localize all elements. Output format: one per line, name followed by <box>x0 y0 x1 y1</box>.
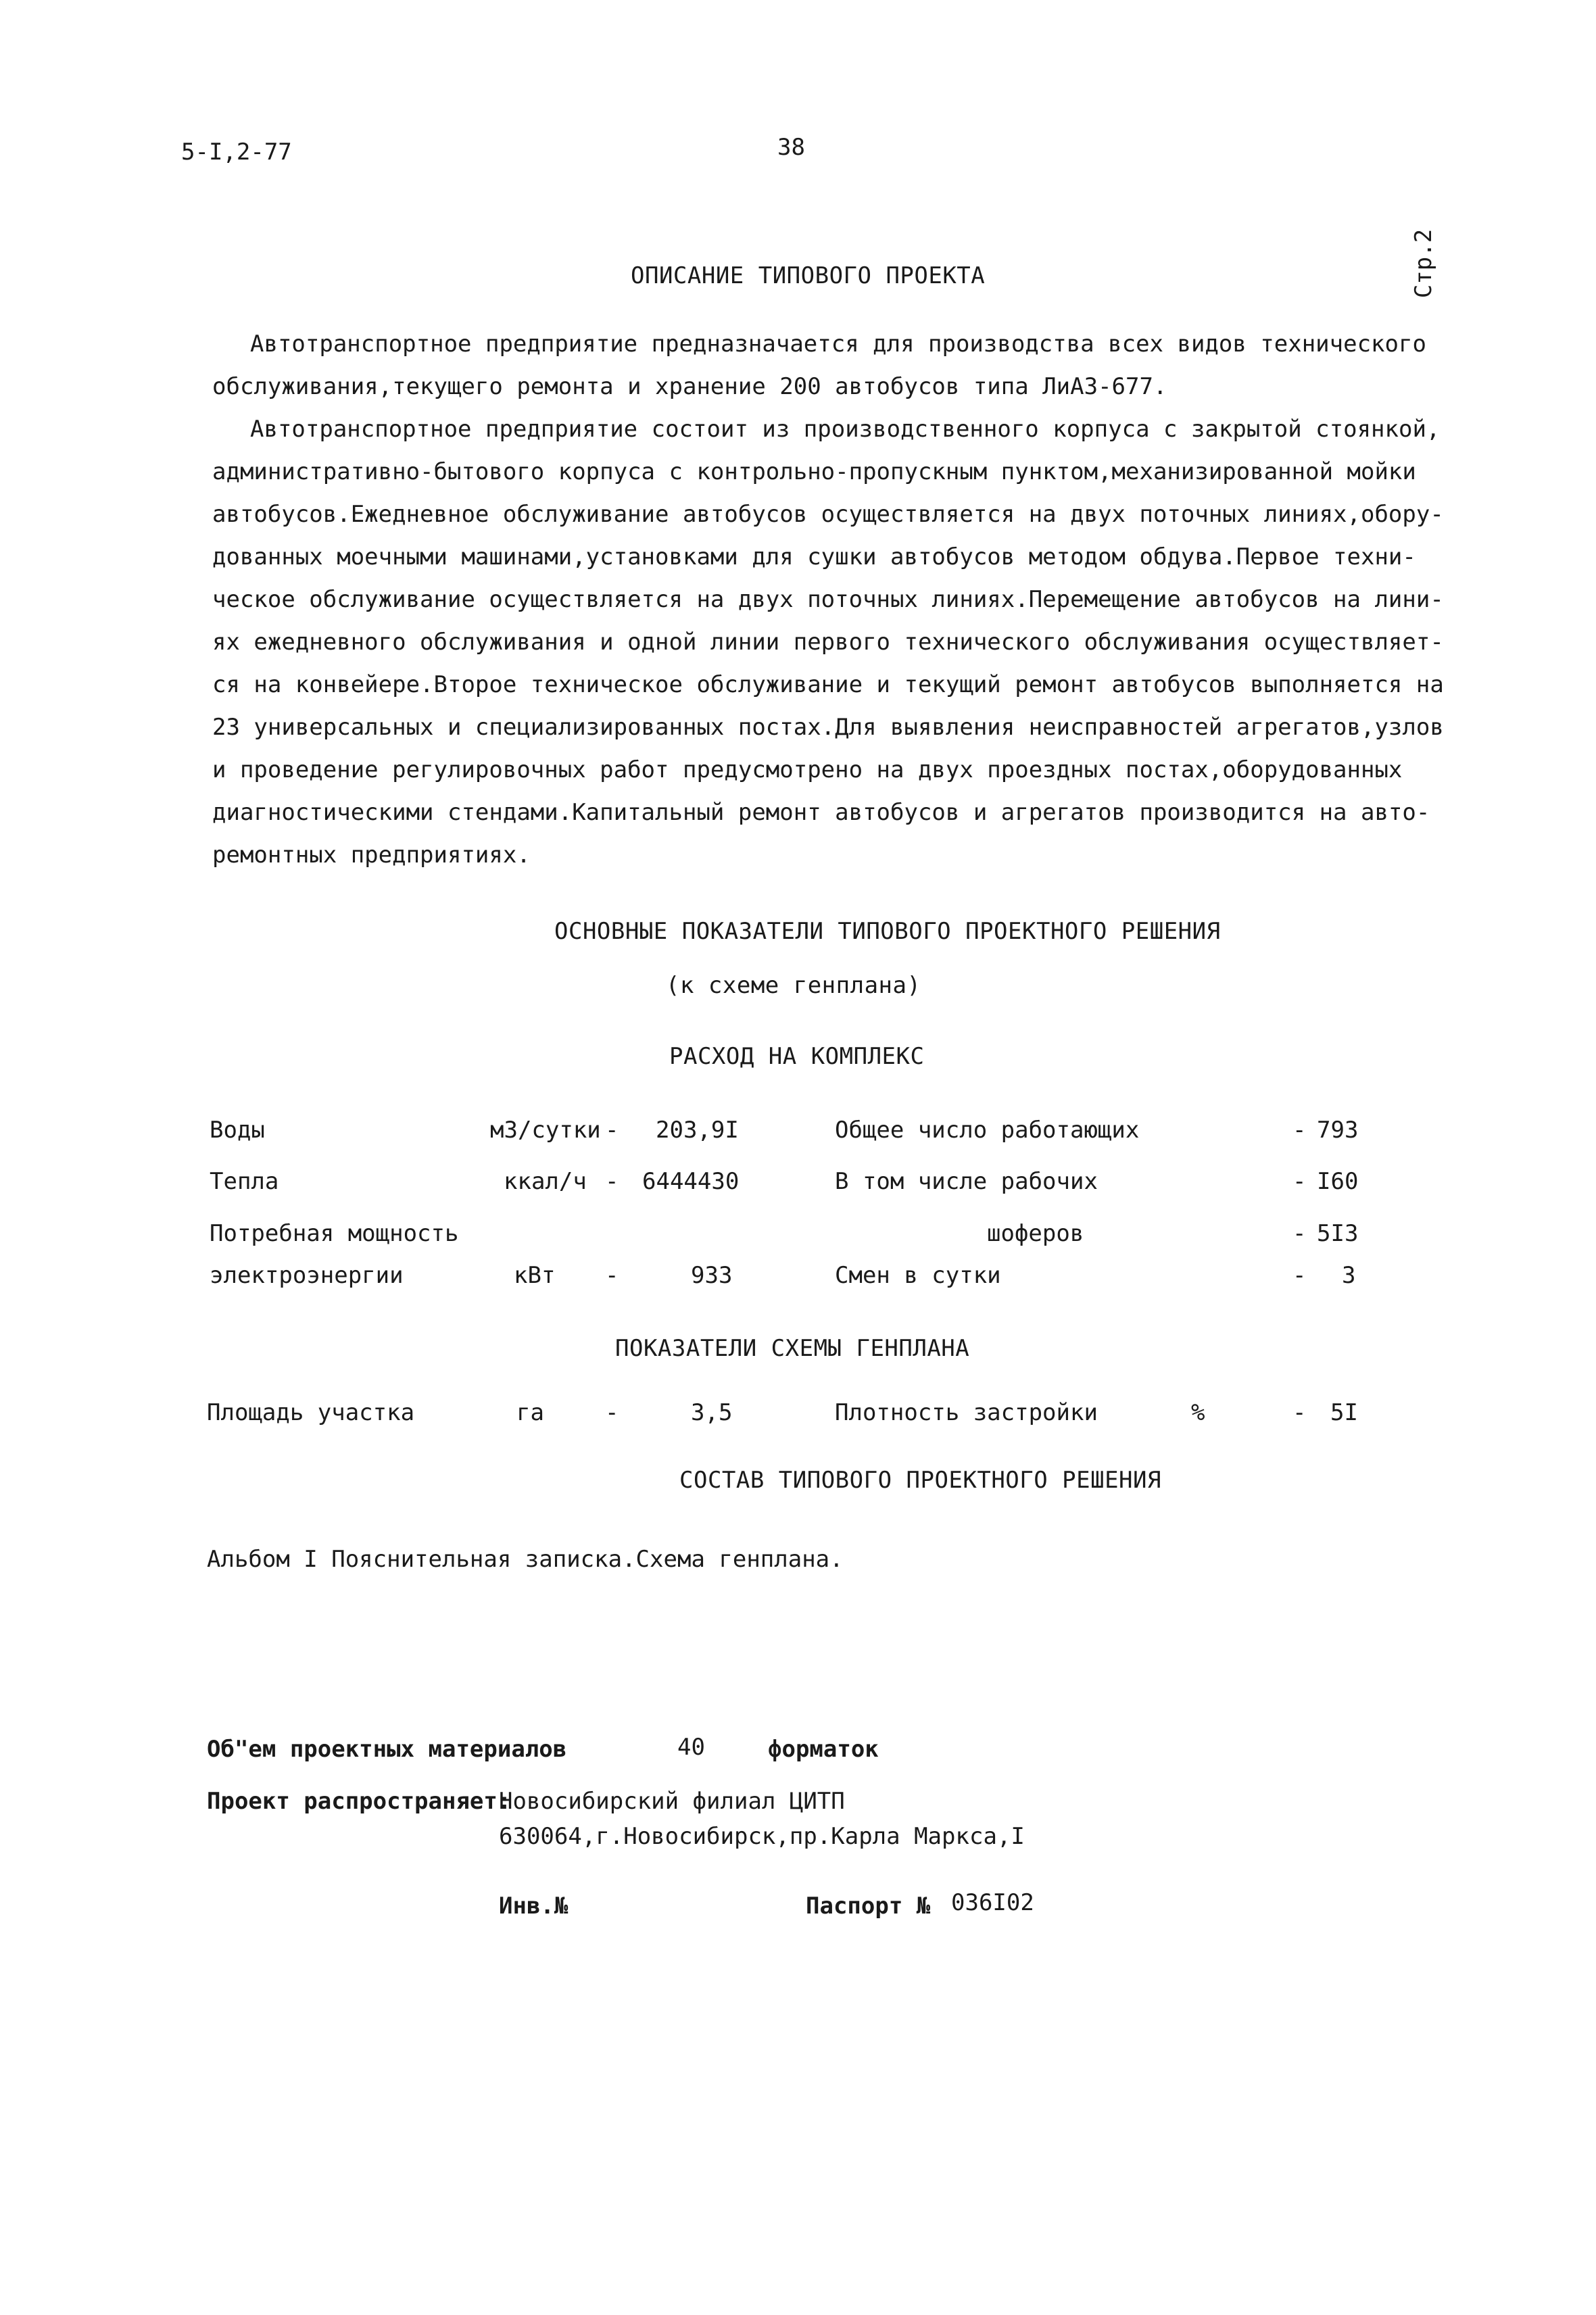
paragraph-line: ческое обслуживание осуществляется на двух поточных линиях.Перемещение автобусов на лини- <box>212 586 1444 613</box>
distributor-label: Проект распространяет: <box>207 1788 512 1815</box>
side-page-label: Стр.2 <box>1410 228 1438 299</box>
indicators-subheading: (к схеме генплана) <box>666 972 921 999</box>
indicator-right-label: шоферов <box>987 1220 1084 1247</box>
consumption-heading: РАСХОД НА КОМПЛЕКС <box>669 1043 925 1070</box>
volume-unit: форматок <box>768 1736 879 1763</box>
paragraph-line: ся на конвейере.Второе техническое обслуживание и текущий ремонт автобусов выполняется на <box>212 671 1444 698</box>
genplan-unit: га <box>516 1399 544 1426</box>
paragraph-composition <box>212 408 1444 877</box>
paragraph-line: дованных моечными машинами,установками для сушки автобусов методом обдува.Первое техни- <box>212 543 1416 570</box>
genplan-right-value: 5I <box>1330 1399 1358 1426</box>
distributor-name: Новосибирский филиал ЦИТП <box>499 1788 845 1815</box>
paragraph-line: Автотранспортное предприятие состоит из производственного корпуса с закрытой стоянкой, <box>250 416 1441 443</box>
paragraph-line: Автотранспортное предприятие предназначается для производства всех видов технического <box>250 331 1426 358</box>
indicator-right-dash: - <box>1292 1168 1307 1195</box>
indicator-right-value: 3 <box>1342 1262 1356 1289</box>
album-line: Альбом I Пояснительная записка.Схема генплана. <box>207 1546 844 1573</box>
indicator-right-label: Общее число работающих <box>835 1117 1140 1144</box>
indicator-label-electricity: электроэнергии <box>210 1262 404 1289</box>
indicator-label-water: Воды <box>210 1117 265 1144</box>
genplan-heading: ПОКАЗАТЕЛИ СХЕМЫ ГЕНПЛАНА <box>615 1335 970 1362</box>
passport-label: Паспорт № <box>806 1893 931 1920</box>
indicator-dash: - <box>605 1117 619 1144</box>
paragraph-line: 23 универсальных и специализированных постах.Для выявления неисправностей агрегатов,узлов <box>212 714 1444 741</box>
paragraph-line: диагностическими стендами.Капитальный ремонт автобусов и агрегатов производится на авто- <box>212 799 1430 826</box>
composition-heading: СОСТАВ ТИПОВОГО ПРОЕКТНОГО РЕШЕНИЯ <box>679 1467 1161 1494</box>
paragraph-line: обслуживания,текущего ремонта и хранение 200 автобусов типа ЛиАЗ-677. <box>212 373 1167 400</box>
genplan-right-dash: - <box>1292 1399 1307 1426</box>
paragraph-line: и проведение регулировочных работ предусмотрено на двух проездных постах,оборудованных <box>212 756 1403 783</box>
genplan-dash: - <box>605 1399 619 1426</box>
indicator-right-dash: - <box>1292 1220 1307 1247</box>
volume-value: 40 <box>677 1734 705 1761</box>
indicator-dash: - <box>605 1168 619 1195</box>
indicator-value: 933 <box>691 1262 733 1289</box>
indicator-right-value: 793 <box>1317 1117 1359 1144</box>
genplan-right-label: Плотность застройки <box>835 1399 1098 1426</box>
indicator-value: 203,9I <box>656 1117 739 1144</box>
paragraph-line: автобусов.Ежедневное обслуживание автобусов осуществляется на двух поточных линиях,обору- <box>212 501 1444 528</box>
paragraph-purpose <box>212 323 1426 408</box>
indicator-right-label: В том числе рабочих <box>835 1168 1098 1195</box>
indicator-unit: м3/сутки <box>490 1117 601 1144</box>
indicator-value: 6444430 <box>642 1168 740 1195</box>
paragraph-line: ях ежедневного обслуживания и одной линии первого технического обслуживания осуществляет- <box>212 629 1444 656</box>
paragraph-line: административно-бытового корпуса с контрольно-пропускным пунктом,механизированной мойки <box>212 458 1416 485</box>
volume-label: Об"ем проектных материалов <box>207 1736 567 1763</box>
indicator-right-value: 5I3 <box>1317 1220 1359 1247</box>
paragraph-line: ремонтных предприятиях. <box>212 842 531 869</box>
indicator-right-dash: - <box>1292 1262 1307 1289</box>
indicator-unit: кВт <box>514 1262 556 1289</box>
indicator-right-label: Смен в сутки <box>835 1262 1001 1289</box>
genplan-right-unit: % <box>1191 1399 1205 1426</box>
distributor-address: 630064,г.Новосибирск,пр.Карла Маркса,I <box>499 1823 1025 1850</box>
inventory-label: Инв.№ <box>499 1893 569 1920</box>
indicator-right-dash: - <box>1292 1117 1307 1144</box>
indicator-dash: - <box>605 1262 619 1289</box>
passport-number: 036I02 <box>951 1889 1034 1916</box>
indicator-label-heat: Тепла <box>210 1168 279 1195</box>
indicator-label-power: Потребная мощность <box>210 1220 459 1247</box>
page-number: 38 <box>777 134 805 161</box>
indicator-right-value: I60 <box>1317 1168 1359 1195</box>
document-code: 5-I,2-77 <box>181 139 292 166</box>
indicators-heading: ОСНОВНЫЕ ПОКАЗАТЕЛИ ТИПОВОГО ПРОЕКТНОГО РЕШЕНИЯ <box>554 918 1221 945</box>
indicator-unit: ккал/ч <box>504 1168 587 1195</box>
genplan-label: Площадь участка <box>207 1399 415 1426</box>
genplan-value: 3,5 <box>691 1399 733 1426</box>
document-title: ОПИСАНИЕ ТИПОВОГО ПРОЕКТА <box>631 262 986 289</box>
